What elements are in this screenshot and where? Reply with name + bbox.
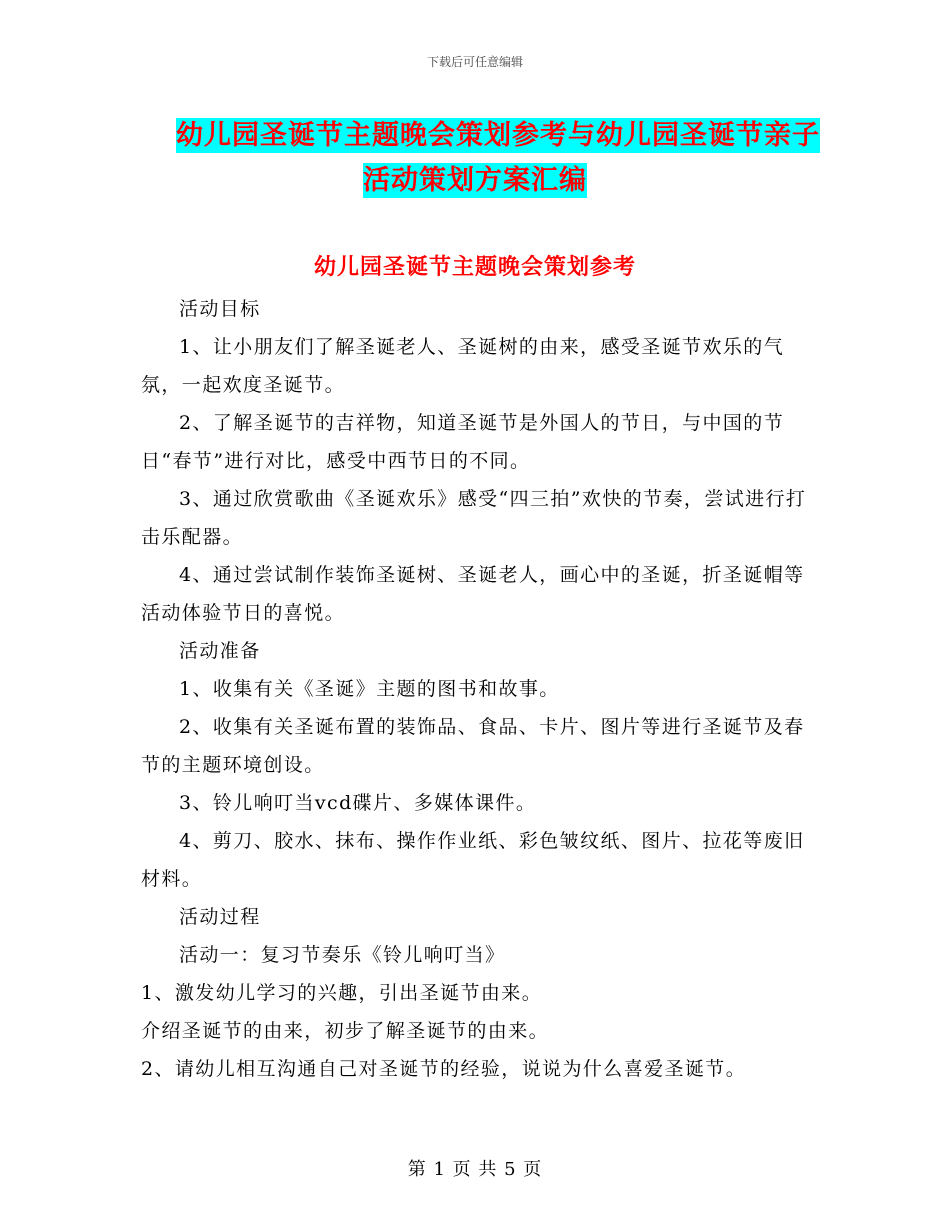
paragraph: 2、收集有关圣诞布置的装饰品、食品、卡片、图片等进行圣诞节及春节的主题环境创设。 [141, 716, 805, 776]
paragraph: 介绍圣诞节的由来，初步了解圣诞节的由来。 [141, 1020, 550, 1042]
paragraph: 活动过程 [179, 906, 261, 928]
paragraph: 活动准备 [179, 640, 261, 662]
paragraph: 活动目标 [179, 298, 261, 320]
paragraph: 3、铃儿响叮当vcd碟片、多媒体课件。 [179, 792, 537, 814]
document-title-line-2 [0, 158, 950, 197]
paragraph: 2、请幼儿相互沟通自己对圣诞节的经验，说说为什么喜爱圣诞节。 [141, 1058, 747, 1080]
paragraph: 1、让小朋友们了解圣诞老人、圣诞树的由来，感受圣诞节欢乐的气氛，一起欢度圣诞节。 [141, 336, 785, 396]
title-line-1-text: 幼儿园圣诞节主题晚会策划参考与幼儿园圣诞节亲子 [176, 120, 820, 151]
paragraph: 1、收集有关《圣诞》主题的图书和故事。 [179, 678, 560, 700]
page-number-footer: 第 1 页 共 5 页 [407, 1159, 543, 1180]
section-title: 幼儿园圣诞节主题晚会策划参考 [313, 254, 636, 280]
title-line-2-text: 活动策划方案汇编 [363, 165, 587, 196]
document-body [141, 290, 821, 1088]
paragraph: 1、激发幼儿学习的兴趣，引出圣诞节由来。 [141, 982, 543, 1004]
paragraph: 3、通过欣赏歌曲《圣诞欢乐》感受“四三拍”欢快的节奏，尝试进行打击乐配器。 [141, 488, 807, 548]
paragraph: 4、剪刀、胶水、抹布、操作作业纸、彩色皱纹纸、图片、拉花等废旧材料。 [141, 830, 805, 890]
paragraph: 活动一：复习节奏乐《铃儿响叮当》 [179, 944, 506, 966]
paragraph: 4、通过尝试制作装饰圣诞树、圣诞老人，画心中的圣诞，折圣诞帽等活动体验节日的喜悦。 [141, 564, 805, 624]
document-title-line-1 [0, 113, 950, 152]
paragraph: 2、了解圣诞节的吉祥物，知道圣诞节是外国人的节日，与中国的节日“春节”进行对比，感受中西节日的不同。 [141, 412, 785, 472]
page-header-note: 下载后可任意编辑 [426, 55, 523, 69]
